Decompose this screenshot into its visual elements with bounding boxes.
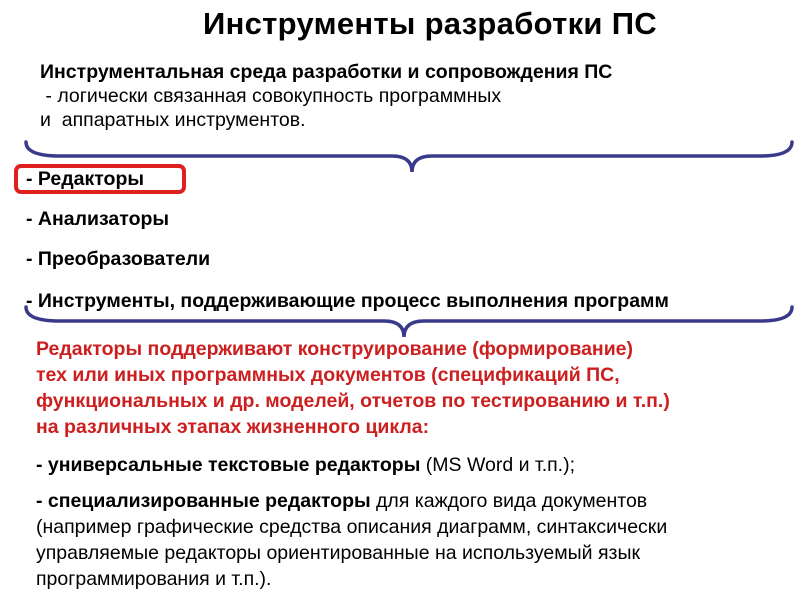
tool-item-analyzers: - Анализаторы	[26, 208, 170, 230]
specialized-editors-label: - специализированные редакторы	[36, 490, 371, 512]
universal-editors-label: - универсальные текстовые редакторы	[36, 454, 421, 476]
editors-description-line: Редакторы поддерживают конструирование (формирование)	[36, 338, 634, 360]
specialized-editors-line: программирования и т.п.).	[36, 568, 272, 590]
editors-description	[36, 336, 776, 440]
tool-item-runtime-support: - Инструменты, поддерживающие процесс выполнения программ	[26, 290, 669, 312]
universal-editors-item	[36, 452, 776, 478]
specialized-editors-line: управляемые редакторы ориентированные на используемый язык	[36, 542, 641, 564]
specialized-editors-text: для каждого вида документов	[370, 490, 648, 512]
definition-line: и аппаратных инструментов.	[40, 109, 306, 131]
editors-description-line: тех или иных программных документов (спецификаций ПС,	[36, 364, 620, 386]
definition-line: - логически связанная совокупность программных	[40, 85, 502, 107]
editors-description-line: функциональных и др. моделей, отчетов по тестированию и т.п.)	[36, 390, 670, 412]
editors-description-line: на различных этапах жизненного цикла:	[36, 416, 430, 438]
specialized-editors-item	[36, 488, 776, 592]
definition-term: Инструментальная среда разработки и сопровождения ПС	[40, 61, 613, 83]
tool-item-converters: - Преобразователи	[26, 248, 211, 270]
specialized-editors-line: (например графические средства описания диаграмм, синтаксически	[36, 516, 668, 538]
tool-item-editors: - Редакторы	[26, 168, 145, 190]
universal-editors-example: (MS Word и т.п.);	[420, 454, 575, 476]
page-title: Инструменты разработки ПС	[203, 6, 657, 41]
